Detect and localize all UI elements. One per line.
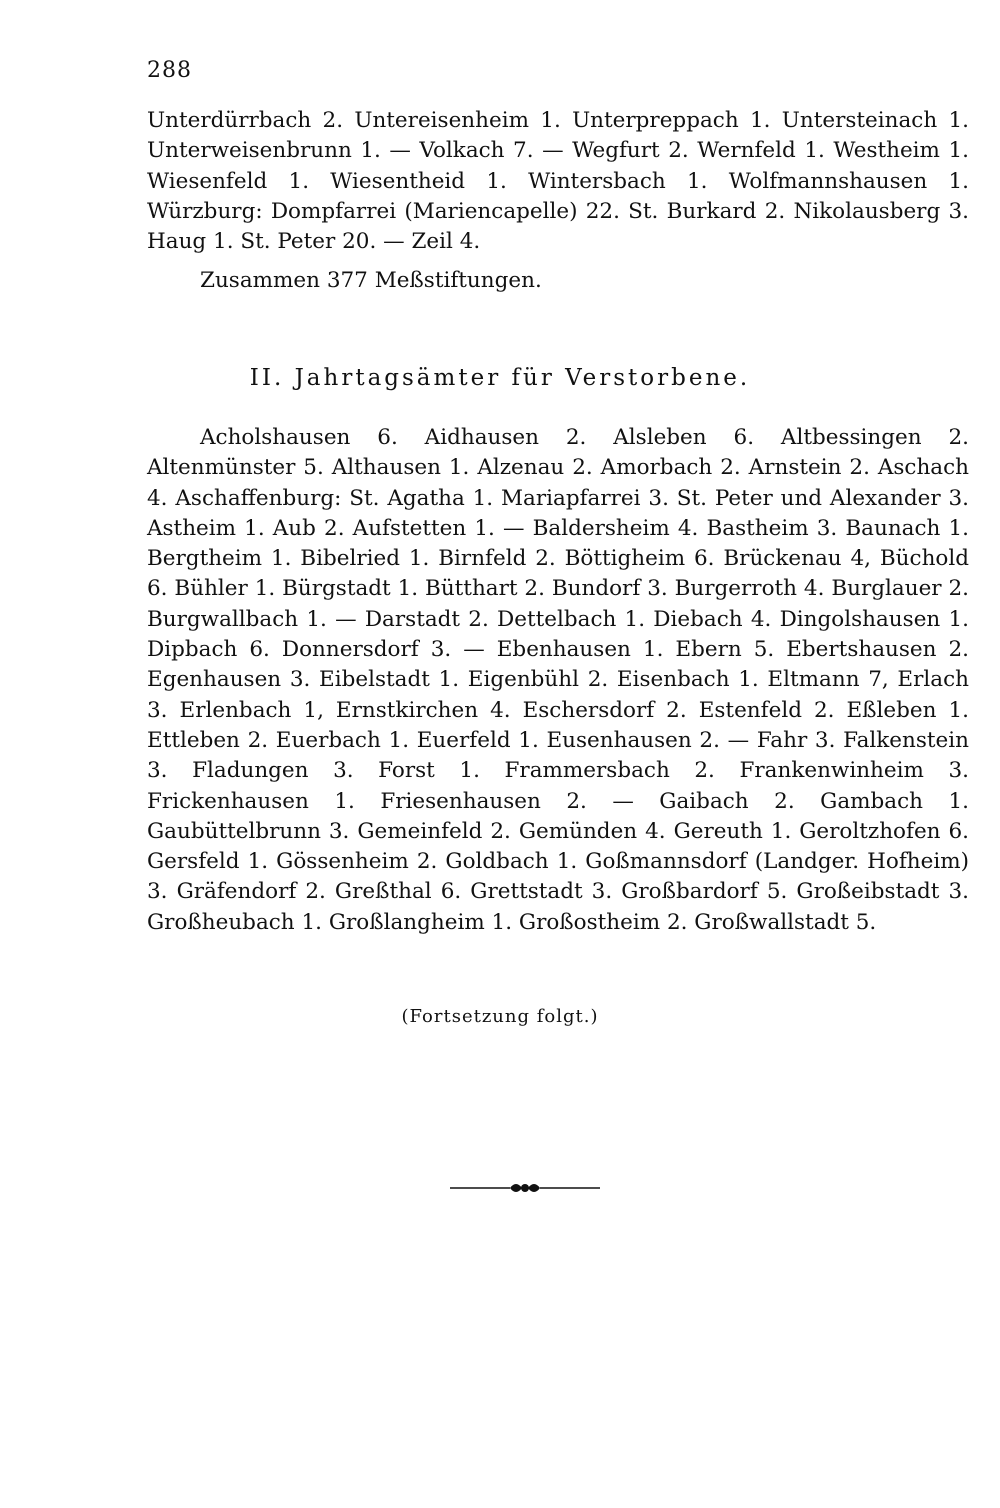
continuation-note: (Fortsetzung folgt.) bbox=[401, 1006, 599, 1027]
anniversary-masses-list: Acholshausen 6. Aidhausen 2. Alsleben 6. Altbessingen 2. Altenmünster 5. Althausen 1. Alzenau 2. Amorbach 2. Arnstein 2. Aschach 4. Aschaffenburg: St. Agatha 1. Mariapfarrei 3. St. Peter und Alexander 3. Astheim 1. Aub 2. Aufstetten 1. — Baldersheim 4. Bastheim 3. Baunach 1. Bergtheim 1. Bibelried 1. Birnfeld 2. Böttigheim 6. Brückenau 4, Büchold 6. Bühler 1. Bürgstadt 1. Bütthart 2. Bundorf 3. Burgerroth 4. Burglauer 2. Burgwallbach 1. — Darstadt 2. Dettelbach 1. Diebach 4. Dingolshausen 1. Dipbach 6. Donnersdorf 3. — Ebenhausen 1. Ebern 5. Ebertshausen 2. Egenhausen 3. Eibelstadt 1. Eigenbühl 2. Eisenbach 1. Eltmann 7, Erlach 3. Erlenbach 1, Ernstkirchen 4. Eschersdorf 2. Estenfeld 2. Eßleben 1. Ettleben 2. Euerbach 1. Euerfeld 1. Eusenhausen 2. — Fahr 3. Falkenstein 3. Fladungen 3. Forst 1. Frammersbach 2. Frankenwinheim 3. Frickenhausen 1. Friesenhausen 2. — Gaibach 2. Gambach 1. Gaubüttelbrunn 3. Gemeinfeld 2. Gemünden 4. Gereuth 1. Geroltzhofen 6. Gersfeld 1. Gössenheim 2. Goldbach 1. Goßmannsdorf (Landger. Hofheim) 3. Gräfendorf 2. Greßthal 6. Grettstadt 3. Großbardorf 5. Großeibstadt 3. Großheubach 1. Großlangheim 1. Großostheim 2. Großwallstadt 5. bbox=[147, 425, 969, 935]
mass-foundations-list: Unterdürrbach 2. Untereisenheim 1. Unterpreppach 1. Untersteinach 1. Unterweisenbrunn 1. — Volkach 7. — Wegfurt 2. Wernfeld 1. Westheim 1. Wiesenfeld 1. Wiesentheid 1. Wintersbach 1. Wolfmannshausen 1. Würzburg: Dompfarrei (Mariencapelle) 22. St. Burkard 2. Nikolausberg 3. Haug 1. St. Peter 20. — Zeil 4. bbox=[147, 108, 969, 255]
total-line: Zusammen 377 Meßstiftungen. bbox=[200, 268, 542, 293]
section-heading: II. Jahrtagsämter für Verstorbene. bbox=[249, 365, 751, 391]
page-number: 288 bbox=[147, 58, 192, 83]
ornament-divider-icon bbox=[450, 1176, 600, 1200]
